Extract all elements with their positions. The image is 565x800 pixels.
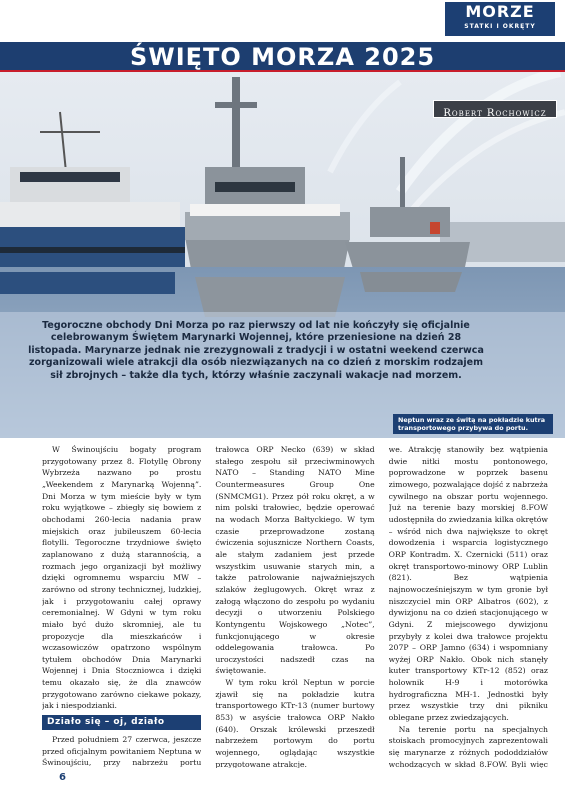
column-3: [389, 444, 548, 768]
author-byline: [433, 100, 557, 118]
magazine-logo-subtitle: STATKI I OKRĘTY: [464, 23, 536, 30]
title-bar: [0, 42, 565, 72]
magazine-logo-title: MORZE: [465, 2, 535, 21]
paragraph: W tym roku król Neptun w porcie zjawił się na pokładzie kutra transportowego KTr-13 (numer burtowy 853) w asyście trałowca ORP Nakło (640). Orszak królewski przeszedł nabrzeżem portowym do portu wojennego, oglądając wszystkie przygotowane atrakcje.: [215, 678, 375, 768]
magazine-logo: [445, 2, 555, 36]
column-1: [42, 444, 201, 768]
author-name: Robert Rochowicz: [443, 108, 547, 119]
paragraph: we. Atrakcję stanowiły bez wątpienia dwie nitki mostu pontonowego, poprowadzone w poprzek basenu zimowego, pozwalające dojść z nabrzeża cywilnego na obszar portu wojennego. Już na terenie bazy morskiej 8.FOW udostępniła do zwiedzania kilka okrętów – wśród nich dwa największe to okręt dowodzenia i wsparcia logistycznego ORP Kontradm. X. Czernicki (511) oraz okręt transportowo-minowy ORP Lublin (821). Bez wątpienia najnowocześniejszym w tym gronie był niszczyciel min ORP Albatros (602), z dywizjonu na co dzień stacjonującego w Gdyni. Z miejscowego dywizjonu przybyły z kolei dwa trałowce projektu 207P – ORP Jamno (634) i wspomniany wyżej ORP Nakło. Obok nich stanęły kuter transportowy KTr-12 (852) oraz holownik H-9 i motorówka hydrograficzna MH-1. Jednostki były przez wszystkie trzy dni pikniku oblegane przez zwiedzających.: [388, 445, 548, 723]
paragraph: Na terenie portu na specjalnych stoiskach promocyjnych zaprezentowali się marynarze z różnych pododdziałów wchodzących w skład 8.FOW. Byli więc: [388, 724, 548, 768]
article-body: [42, 444, 548, 768]
section-subheading: Działo się – oj, działo: [42, 715, 201, 730]
photo-harbor-ships: [0, 72, 565, 438]
photo-caption-text: Neptun wraz ze świtą na pokładzie kutra transportowego przybywa do portu.: [398, 416, 546, 432]
article-photo: [0, 72, 565, 438]
masthead: [0, 0, 565, 42]
paragraph: Przed południem 27 czerwca, jeszcze przed oficjalnym powitaniem Neptuna w Świnoujściu, przy nabrzeżu portu: [42, 735, 202, 768]
page-number: 6: [59, 772, 66, 783]
article-title: ŚWIĘTO MORZA 2025: [129, 43, 436, 71]
paragraph: trałowca ORP Necko (639) w skład stałego zespołu sił przeciwminowych NATO – Standing NATO Mine Countermeasures Group One (SNMCMG1). Przez pół roku okręt, a w nim polski trałowiec, będzie operować na wodach Morza Bałtyckiego. W tym czasie przeprowadzone zostaną ćwiczenia sojusznicze Northern Coasts, ale stałym zadaniem jest przede wszystkim usuwanie starych min, a także patrolowanie najważniejszych szlaków żeglugowych. Okręt wraz z załogą włączono do zespołu po wydaniu decyzji o utworzeniu Polskiego Kontyngentu Wojskowego „Notec”, funkcjonującego w okresie oddelegowania trałowca. Po uroczystości nadszedł czas na świętowanie.: [215, 445, 375, 676]
photo-caption: [393, 414, 553, 434]
article-lead: Tegoroczne obchody Dni Morza po raz pierwszy od lat nie kończyły się oficjalnie celebrowanym Świętem Marynarki Wojennej, które przeniesione na dzień 28 listopada. Marynarze jednak nie zrezygnowali z tradycji i w ostatni weekend czerwca zorganizowali wiele atrakcji dla osób niezwiązanych na co dzień z morskim rodzajem sił zbrojnych – także dla tych, którzy właśnie zaczynali wakacje nad morzem.: [28, 320, 484, 381]
column-2: [215, 444, 374, 768]
paragraph: W Świnoujściu bogaty program przygotowany przez 8. Flotyllę Obrony Wybrzeża nazwano po prostu „Weekendem z Marynarką Wojenną”. Dni Morza w tym mieście były w tym roku wyjątkowe – zbiegły się bowiem z obchodami 260-lecia nadania praw miejskich oraz jubileuszem 60-lecia flotylli. Tegoroczne trzydniowe święto zaplanowano z dużą starannością, a rozmach jego organizacji był możliwy dzięki ogromnemu wsparciu MW – zarówno od strony technicznej, ludzkiej, jak i przygotowaniu całej oprawy ceremonialnej. W Gdyni w tym roku miało być dużo skromniej, ale tu propozycje dla mieszkańców i wczasowiczów opatrzono wspólnym tytułem obchodów Dnia Marynarki Wojennej i Dnia Stoczniowca i dzięki temu okazało się, że dla znawców przygotowano zarówno ciekawe pokazy, jak i niespodzianki.: [42, 445, 202, 711]
